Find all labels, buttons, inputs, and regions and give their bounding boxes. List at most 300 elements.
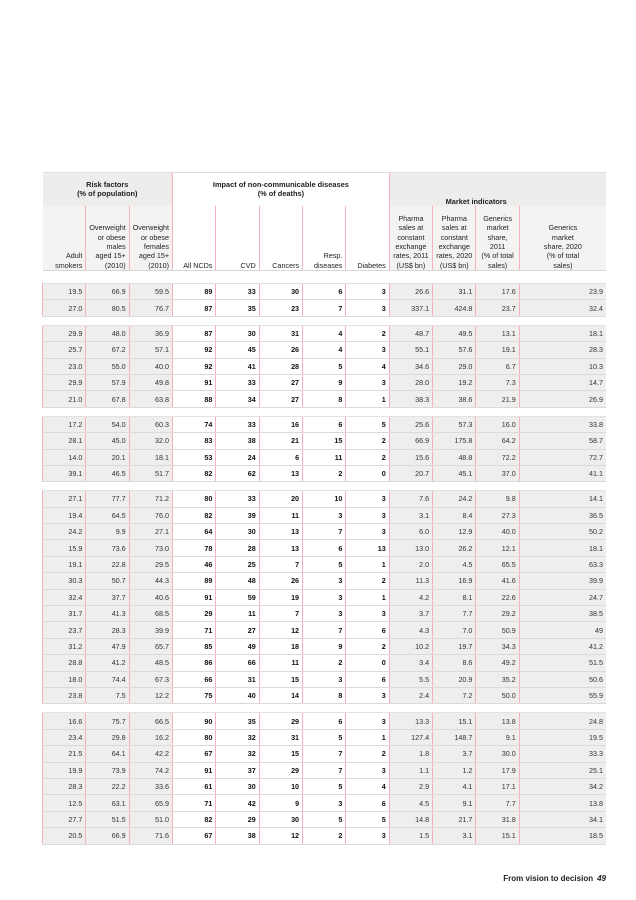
table-cell: 1 (346, 556, 389, 572)
table-cell: 14.0 (43, 449, 86, 465)
table-cell: 15.6 (389, 449, 432, 465)
table-cell: 49.2 (476, 655, 519, 671)
column-header (519, 206, 606, 271)
table-cell: 1 (346, 391, 389, 407)
table-cell: 80.5 (86, 300, 129, 316)
table-row (43, 284, 607, 300)
table-cell: 10 (303, 491, 346, 507)
table-cell: 60.3 (129, 416, 172, 432)
table-cell: 14 (259, 687, 302, 703)
table-cell: 19.4 (43, 507, 86, 523)
table-cell: 19.9 (43, 762, 86, 778)
table-cell: 2 (303, 655, 346, 671)
table-cell: 73.9 (86, 762, 129, 778)
table-cell: 25.7 (43, 342, 86, 358)
table-cell: 40.0 (476, 524, 519, 540)
country-indicators-table (42, 172, 606, 845)
table-row (43, 795, 607, 811)
table-cell: 37 (216, 762, 259, 778)
group-gap (43, 407, 607, 416)
table-cell: 3.7 (389, 606, 432, 622)
table-cell: 2 (346, 573, 389, 589)
table-cell: 67.8 (86, 391, 129, 407)
table-cell: 65.7 (129, 638, 172, 654)
table-cell: 2.0 (389, 556, 432, 572)
group-header-row (43, 173, 607, 206)
table-row (43, 606, 607, 622)
table-cell: 66.9 (86, 284, 129, 300)
table-cell: 50.6 (519, 671, 606, 687)
table-cell: 91 (173, 374, 216, 390)
table-cell: 3.4 (389, 655, 432, 671)
table-cell: 34 (216, 391, 259, 407)
table-cell: 13 (259, 540, 302, 556)
table-cell: 3.1 (433, 828, 476, 844)
table-cell: 7 (259, 606, 302, 622)
column-header (216, 206, 259, 271)
table-cell: 75.7 (86, 713, 129, 729)
spacer (43, 271, 607, 284)
table-cell: 55.1 (389, 342, 432, 358)
table-cell: 1.1 (389, 762, 432, 778)
table-cell: 26 (259, 573, 302, 589)
table-cell: 66.5 (129, 713, 172, 729)
table-cell: 3 (346, 284, 389, 300)
table-row (43, 391, 607, 407)
column-header-line: exchange (438, 241, 470, 251)
table-cell: 27.1 (129, 524, 172, 540)
table-cell: 29.8 (86, 729, 129, 745)
table-cell: 41 (216, 358, 259, 374)
table-cell: 6.7 (476, 358, 519, 374)
table-cell: 9.9 (86, 524, 129, 540)
table-cell: 16.9 (433, 573, 476, 589)
table-cell: 49.8 (129, 374, 172, 390)
column-header-line: females (143, 241, 170, 251)
table-cell: 13 (259, 465, 302, 481)
table-cell: 59.5 (129, 284, 172, 300)
table-cell: 66.9 (389, 433, 432, 449)
table-cell: 51.7 (129, 465, 172, 481)
table-row (43, 300, 607, 316)
table-cell: 3.7 (433, 746, 476, 762)
table-cell: 7 (303, 762, 346, 778)
table-cell: 7.7 (476, 795, 519, 811)
table-cell: 74 (173, 416, 216, 432)
table-cell: 11 (259, 507, 302, 523)
table-cell: 21.9 (476, 391, 519, 407)
table-cell: 71 (173, 622, 216, 638)
table-cell: 18.1 (519, 325, 606, 341)
table-cell: 73.6 (86, 540, 129, 556)
table-cell: 12.9 (433, 524, 476, 540)
table-cell: 57.3 (433, 416, 476, 432)
column-header-line: market (551, 232, 574, 242)
table-cell: 4.1 (433, 778, 476, 794)
table-cell: 66.9 (86, 828, 129, 844)
table-cell: 14.7 (519, 374, 606, 390)
table-cell: 3 (346, 491, 389, 507)
column-header-line: (2010) (148, 260, 170, 270)
table-cell: 38 (216, 433, 259, 449)
table-cell: 83 (173, 433, 216, 449)
table-cell: 2 (346, 638, 389, 654)
table-cell: 10 (259, 778, 302, 794)
table-row (43, 449, 607, 465)
table-cell: 32.4 (43, 589, 86, 605)
table-cell: 6 (346, 622, 389, 638)
table-cell: 4.5 (389, 795, 432, 811)
table-cell: 76.0 (129, 507, 172, 523)
column-header-line: All NCDs (183, 260, 213, 270)
table-cell: 1 (346, 589, 389, 605)
table-cell: 20 (259, 491, 302, 507)
table-cell: 6.0 (389, 524, 432, 540)
table-cell: 9 (303, 374, 346, 390)
table-cell: 46.5 (86, 465, 129, 481)
table-cell: 1.5 (389, 828, 432, 844)
table-cell: 25 (216, 556, 259, 572)
table-cell: 3 (346, 300, 389, 316)
table-cell: 175.8 (433, 433, 476, 449)
ncd-impact-unit: (% of deaths) (257, 189, 305, 199)
table-cell: 49 (216, 638, 259, 654)
table-cell: 78 (173, 540, 216, 556)
table-cell: 3 (346, 762, 389, 778)
table-cell: 15.1 (433, 713, 476, 729)
table-cell: 22.8 (86, 556, 129, 572)
table-cell: 3.1 (389, 507, 432, 523)
table-cell: 65.5 (476, 556, 519, 572)
table-cell: 6 (259, 449, 302, 465)
table-cell: 64.1 (86, 746, 129, 762)
table-cell: 5.5 (389, 671, 432, 687)
table-cell: 9.1 (476, 729, 519, 745)
table-cell: 33.6 (129, 778, 172, 794)
table-cell: 5 (346, 416, 389, 432)
table-cell: 337.1 (389, 300, 432, 316)
table-cell: 17.1 (476, 778, 519, 794)
table-cell: 3 (303, 671, 346, 687)
table-row (43, 746, 607, 762)
column-header-line: Resp. (323, 251, 343, 261)
table-cell: 29.5 (129, 556, 172, 572)
table-cell: 19.5 (519, 729, 606, 745)
table-cell: 3 (346, 342, 389, 358)
table-cell: 73.0 (129, 540, 172, 556)
table-cell: 33 (216, 416, 259, 432)
table-cell: 3 (346, 828, 389, 844)
table-cell: 23.7 (43, 622, 86, 638)
table-cell: 75 (173, 687, 216, 703)
table-cell: 35 (216, 300, 259, 316)
market-indicators-header: Market indicators (389, 173, 562, 206)
table-cell: 89 (173, 284, 216, 300)
table-cell: 22.6 (476, 589, 519, 605)
table-cell: 46 (173, 556, 216, 572)
table-cell: 3 (346, 507, 389, 523)
table-cell: 22.2 (86, 778, 129, 794)
table-cell: 33.8 (519, 416, 606, 432)
table-cell: 2 (346, 746, 389, 762)
table-cell: 33 (216, 491, 259, 507)
table-cell: 2 (303, 828, 346, 844)
risk-factors-title: Risk factors (86, 180, 129, 190)
table-row (43, 729, 607, 745)
ncd-impact-header (173, 173, 390, 206)
column-header-line: exchange (395, 241, 427, 251)
table-row (43, 589, 607, 605)
table-cell: 64.5 (86, 507, 129, 523)
table-cell: 33 (216, 374, 259, 390)
table-cell: 7.2 (433, 687, 476, 703)
column-header-line: sales at (441, 223, 467, 233)
table-cell: 20.5 (43, 828, 86, 844)
column-header-line: (% of total (481, 251, 514, 261)
table-cell: 18 (259, 638, 302, 654)
table-cell: 45.1 (433, 465, 476, 481)
table-row (43, 687, 607, 703)
table-cell: 27 (259, 374, 302, 390)
table-cell: 7 (303, 524, 346, 540)
table-cell: 51.5 (86, 811, 129, 827)
table-cell: 29.9 (43, 374, 86, 390)
table-cell: 66 (216, 655, 259, 671)
table-cell: 63.3 (519, 556, 606, 572)
table-cell: 54.0 (86, 416, 129, 432)
table-cell: 30 (259, 811, 302, 827)
table-cell: 24.8 (519, 713, 606, 729)
column-header-line: aged 15+ (138, 251, 170, 261)
table-row (43, 622, 607, 638)
column-header (129, 206, 172, 271)
column-header-line: Overweight (132, 223, 170, 233)
ncd-impact-title: Impact of non-communicable diseases (212, 180, 349, 190)
table-cell: 50.7 (86, 573, 129, 589)
table-cell: 67 (173, 746, 216, 762)
table-cell: 49.5 (433, 325, 476, 341)
column-header-line: diseases (314, 260, 343, 270)
table-cell: 8.4 (433, 507, 476, 523)
table-cell: 45 (216, 342, 259, 358)
table-row (43, 358, 607, 374)
column-header (259, 206, 302, 271)
table-cell: 14.8 (389, 811, 432, 827)
table-cell: 86 (173, 655, 216, 671)
table-cell: 31.7 (43, 606, 86, 622)
table-cell: 91 (173, 589, 216, 605)
column-header (303, 206, 346, 271)
table-cell: 59 (216, 589, 259, 605)
table-cell: 12.5 (43, 795, 86, 811)
table-cell: 3 (346, 687, 389, 703)
table-cell: 57.6 (433, 342, 476, 358)
table-cell: 24 (216, 449, 259, 465)
table-cell: 44.3 (129, 573, 172, 589)
table-cell: 7.6 (389, 491, 432, 507)
table-cell: 7 (303, 300, 346, 316)
table-cell: 20.1 (86, 449, 129, 465)
table-cell: 11.3 (389, 573, 432, 589)
table-cell: 38 (216, 828, 259, 844)
table-cell: 30 (259, 284, 302, 300)
table-cell: 6 (346, 671, 389, 687)
table-cell: 82 (173, 507, 216, 523)
table-cell: 34.6 (389, 358, 432, 374)
table-row (43, 828, 607, 844)
table-cell: 17.6 (476, 284, 519, 300)
table-cell: 5 (303, 778, 346, 794)
table-row (43, 573, 607, 589)
table-cell: 25.6 (389, 416, 432, 432)
table-cell: 4.3 (389, 622, 432, 638)
table-cell: 76.7 (129, 300, 172, 316)
column-header-line: constant (440, 232, 468, 242)
table-cell: 17.2 (43, 416, 86, 432)
table-cell: 25.1 (519, 762, 606, 778)
table-cell: 7.3 (476, 374, 519, 390)
column-header-row (43, 206, 607, 271)
table-cell: 18.0 (43, 671, 86, 687)
table-cell: 9 (259, 795, 302, 811)
table-cell: 57.9 (86, 374, 129, 390)
table-cell: 77.7 (86, 491, 129, 507)
table-cell: 27 (216, 622, 259, 638)
column-header-line: sales) (553, 260, 573, 270)
table-cell: 27 (259, 391, 302, 407)
column-header (43, 206, 86, 271)
table-cell: 4 (346, 358, 389, 374)
table-cell: 19.1 (476, 342, 519, 358)
table-cell: 71 (173, 795, 216, 811)
table-cell: 9.1 (433, 795, 476, 811)
table-cell: 0 (346, 465, 389, 481)
table-cell: 18.5 (519, 828, 606, 844)
table-cell: 72.7 (519, 449, 606, 465)
table-cell: 28 (259, 358, 302, 374)
table-cell: 7 (303, 622, 346, 638)
table-cell: 15 (259, 671, 302, 687)
table-cell: 3 (303, 795, 346, 811)
table-cell: 89 (173, 573, 216, 589)
table-cell: 23.8 (43, 687, 86, 703)
table-cell: 8.1 (433, 589, 476, 605)
table-cell: 27.0 (43, 300, 86, 316)
table-cell: 92 (173, 342, 216, 358)
table-cell: 21.7 (433, 811, 476, 827)
table-cell: 50.2 (519, 524, 606, 540)
table-cell: 13 (259, 524, 302, 540)
table-row (43, 556, 607, 572)
table-cell: 39.9 (519, 573, 606, 589)
table-cell: 27.7 (43, 811, 86, 827)
table-cell: 3 (303, 507, 346, 523)
table-cell: 45.0 (86, 433, 129, 449)
table-cell: 30.0 (476, 746, 519, 762)
table-cell: 15.1 (476, 828, 519, 844)
table-cell: 32.4 (519, 300, 606, 316)
table-cell: 4 (303, 342, 346, 358)
table-cell: 38.3 (389, 391, 432, 407)
table-cell: 2.4 (389, 687, 432, 703)
table-cell: 28.3 (43, 778, 86, 794)
table-row (43, 713, 607, 729)
column-header-line: Diabetes (357, 260, 386, 270)
table-cell: 1.8 (389, 746, 432, 762)
column-header-line: rates, 2011 (393, 251, 429, 261)
table-cell: 29 (216, 811, 259, 827)
table-cell: 3 (303, 589, 346, 605)
table-cell: 2 (346, 433, 389, 449)
table-cell: 3 (303, 606, 346, 622)
page-number: 49 (597, 874, 606, 883)
table-cell: 28.0 (389, 374, 432, 390)
table-cell: 4.2 (389, 589, 432, 605)
column-header-line: constant (397, 232, 425, 242)
table-cell: 27.3 (476, 507, 519, 523)
table-cell: 72.2 (476, 449, 519, 465)
table-cell: 19.7 (433, 638, 476, 654)
table-cell: 18.1 (129, 449, 172, 465)
table-cell: 30.3 (43, 573, 86, 589)
table-cell: 74.2 (129, 762, 172, 778)
table-cell: 2 (303, 465, 346, 481)
table-cell: 7.0 (433, 622, 476, 638)
table-cell: 24.2 (433, 491, 476, 507)
table-cell: 48 (216, 573, 259, 589)
table-cell: 67.2 (86, 342, 129, 358)
column-header-line: Generics (483, 213, 512, 223)
table-cell: 12.1 (476, 540, 519, 556)
table-cell: 26.6 (389, 284, 432, 300)
table-cell: 31 (216, 671, 259, 687)
table-cell: 6 (303, 713, 346, 729)
table-cell: 32.0 (129, 433, 172, 449)
table-cell: 33 (216, 284, 259, 300)
table-cell: 29 (173, 606, 216, 622)
table-cell: 29.2 (476, 606, 519, 622)
table-cell: 31.8 (476, 811, 519, 827)
table-cell: 18.1 (519, 540, 606, 556)
table-cell: 30 (216, 778, 259, 794)
table-cell: 24.7 (519, 589, 606, 605)
table-cell: 8.6 (433, 655, 476, 671)
table-cell: 63.1 (86, 795, 129, 811)
table-cell: 42.2 (129, 746, 172, 762)
table-cell: 49 (519, 622, 606, 638)
table-cell: 9 (303, 638, 346, 654)
table-cell: 66 (173, 671, 216, 687)
table-cell: 23.4 (43, 729, 86, 745)
table-cell: 23.9 (519, 284, 606, 300)
table-cell: 11 (303, 449, 346, 465)
table-cell: 64.2 (476, 433, 519, 449)
table-cell: 51.5 (519, 655, 606, 671)
table-cell: 71.6 (129, 828, 172, 844)
table-row (43, 540, 607, 556)
table-cell: 61 (173, 778, 216, 794)
table-cell: 11 (259, 655, 302, 671)
table-cell: 85 (173, 638, 216, 654)
table-cell: 1 (346, 729, 389, 745)
table-cell: 19 (259, 589, 302, 605)
column-header-line: Adult (65, 251, 83, 261)
column-header-line: males (106, 241, 126, 251)
table-cell: 13.0 (389, 540, 432, 556)
table-cell: 26.9 (519, 391, 606, 407)
table-cell: 28.3 (519, 342, 606, 358)
group-gap (43, 316, 607, 325)
